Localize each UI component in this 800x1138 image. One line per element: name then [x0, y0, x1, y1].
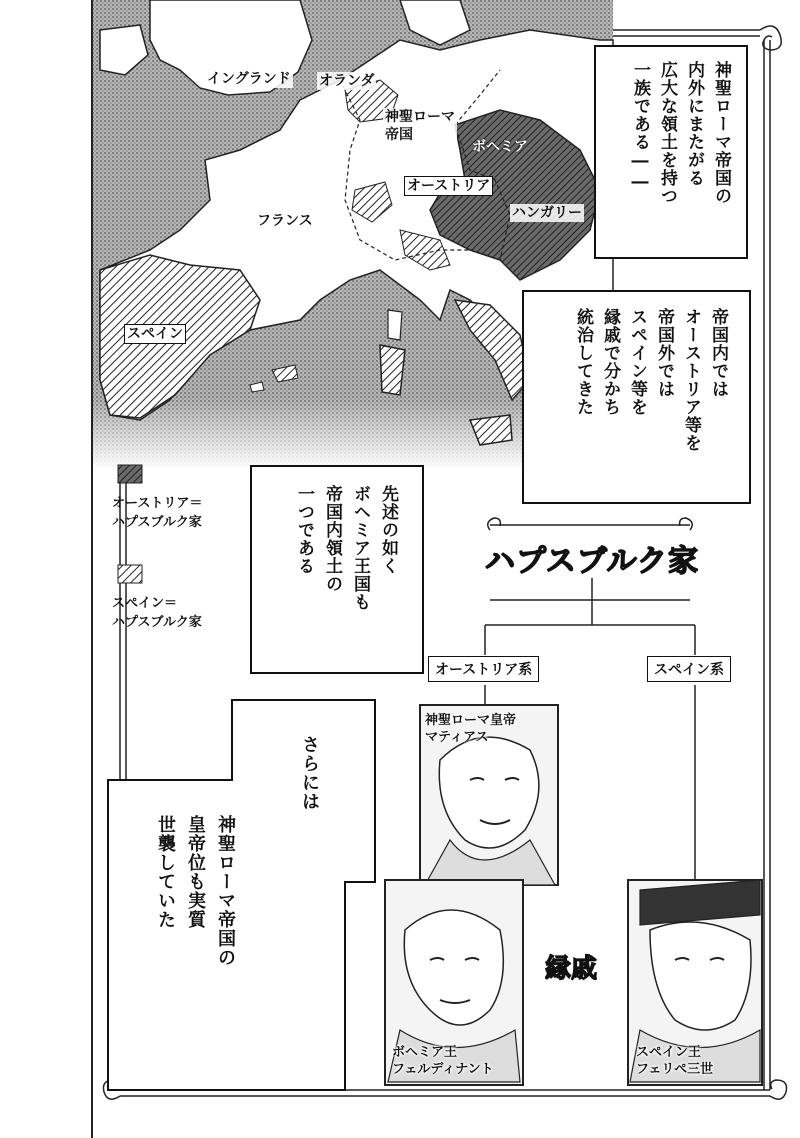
map-label-spain: スペイン: [124, 324, 186, 344]
narration-text-4a: さらには: [299, 735, 320, 811]
portrait-caption-matthias: 神聖ローマ皇帝 マティアス: [425, 713, 517, 745]
narration-text-4b: 神聖ローマ帝国の 皇帝位も実質 世襲していた: [155, 815, 236, 967]
narration-text-1: 神聖ローマ帝国の 内外にまたがる 広大な領土を持つ 一族である――: [630, 61, 731, 205]
legend-austria-text: オーストリア＝ ハプスブルク家: [112, 496, 203, 530]
map-label-austria: オーストリア: [404, 176, 493, 196]
relation-label: 縁戚: [545, 954, 598, 984]
map-label-england: イングランド: [207, 71, 291, 87]
map-label-hre: 神聖ローマ 帝国: [385, 109, 455, 143]
portrait-caption-ferdinand: ボヘミア王 フェルディナント: [392, 1045, 494, 1077]
map-label-bohemia: ボヘミア: [472, 139, 528, 155]
legend-spain-text: スペイン＝ ハプスブルク家: [112, 596, 202, 630]
map-label-hungary: ハンガリー: [512, 205, 582, 221]
narration-text-3: 先述の如く ボヘミア王国も 帝国内領土の 一つである: [294, 485, 398, 611]
narration-text-2: 帝国内では オーストリア等を 帝国外では スペイン等を 縁戚で分かち 統治してきた: [573, 308, 728, 452]
portrait-caption-felipe: スペイン王 フェリペ三世: [636, 1045, 714, 1077]
tree-title: ハプスブルク家: [485, 544, 699, 579]
branch-spain-label: スペイン系: [647, 656, 731, 682]
map-label-netherlands: オランダ: [319, 73, 375, 89]
branch-austria-label: オーストリア系: [428, 656, 539, 682]
map-label-france: フランス: [257, 213, 313, 229]
